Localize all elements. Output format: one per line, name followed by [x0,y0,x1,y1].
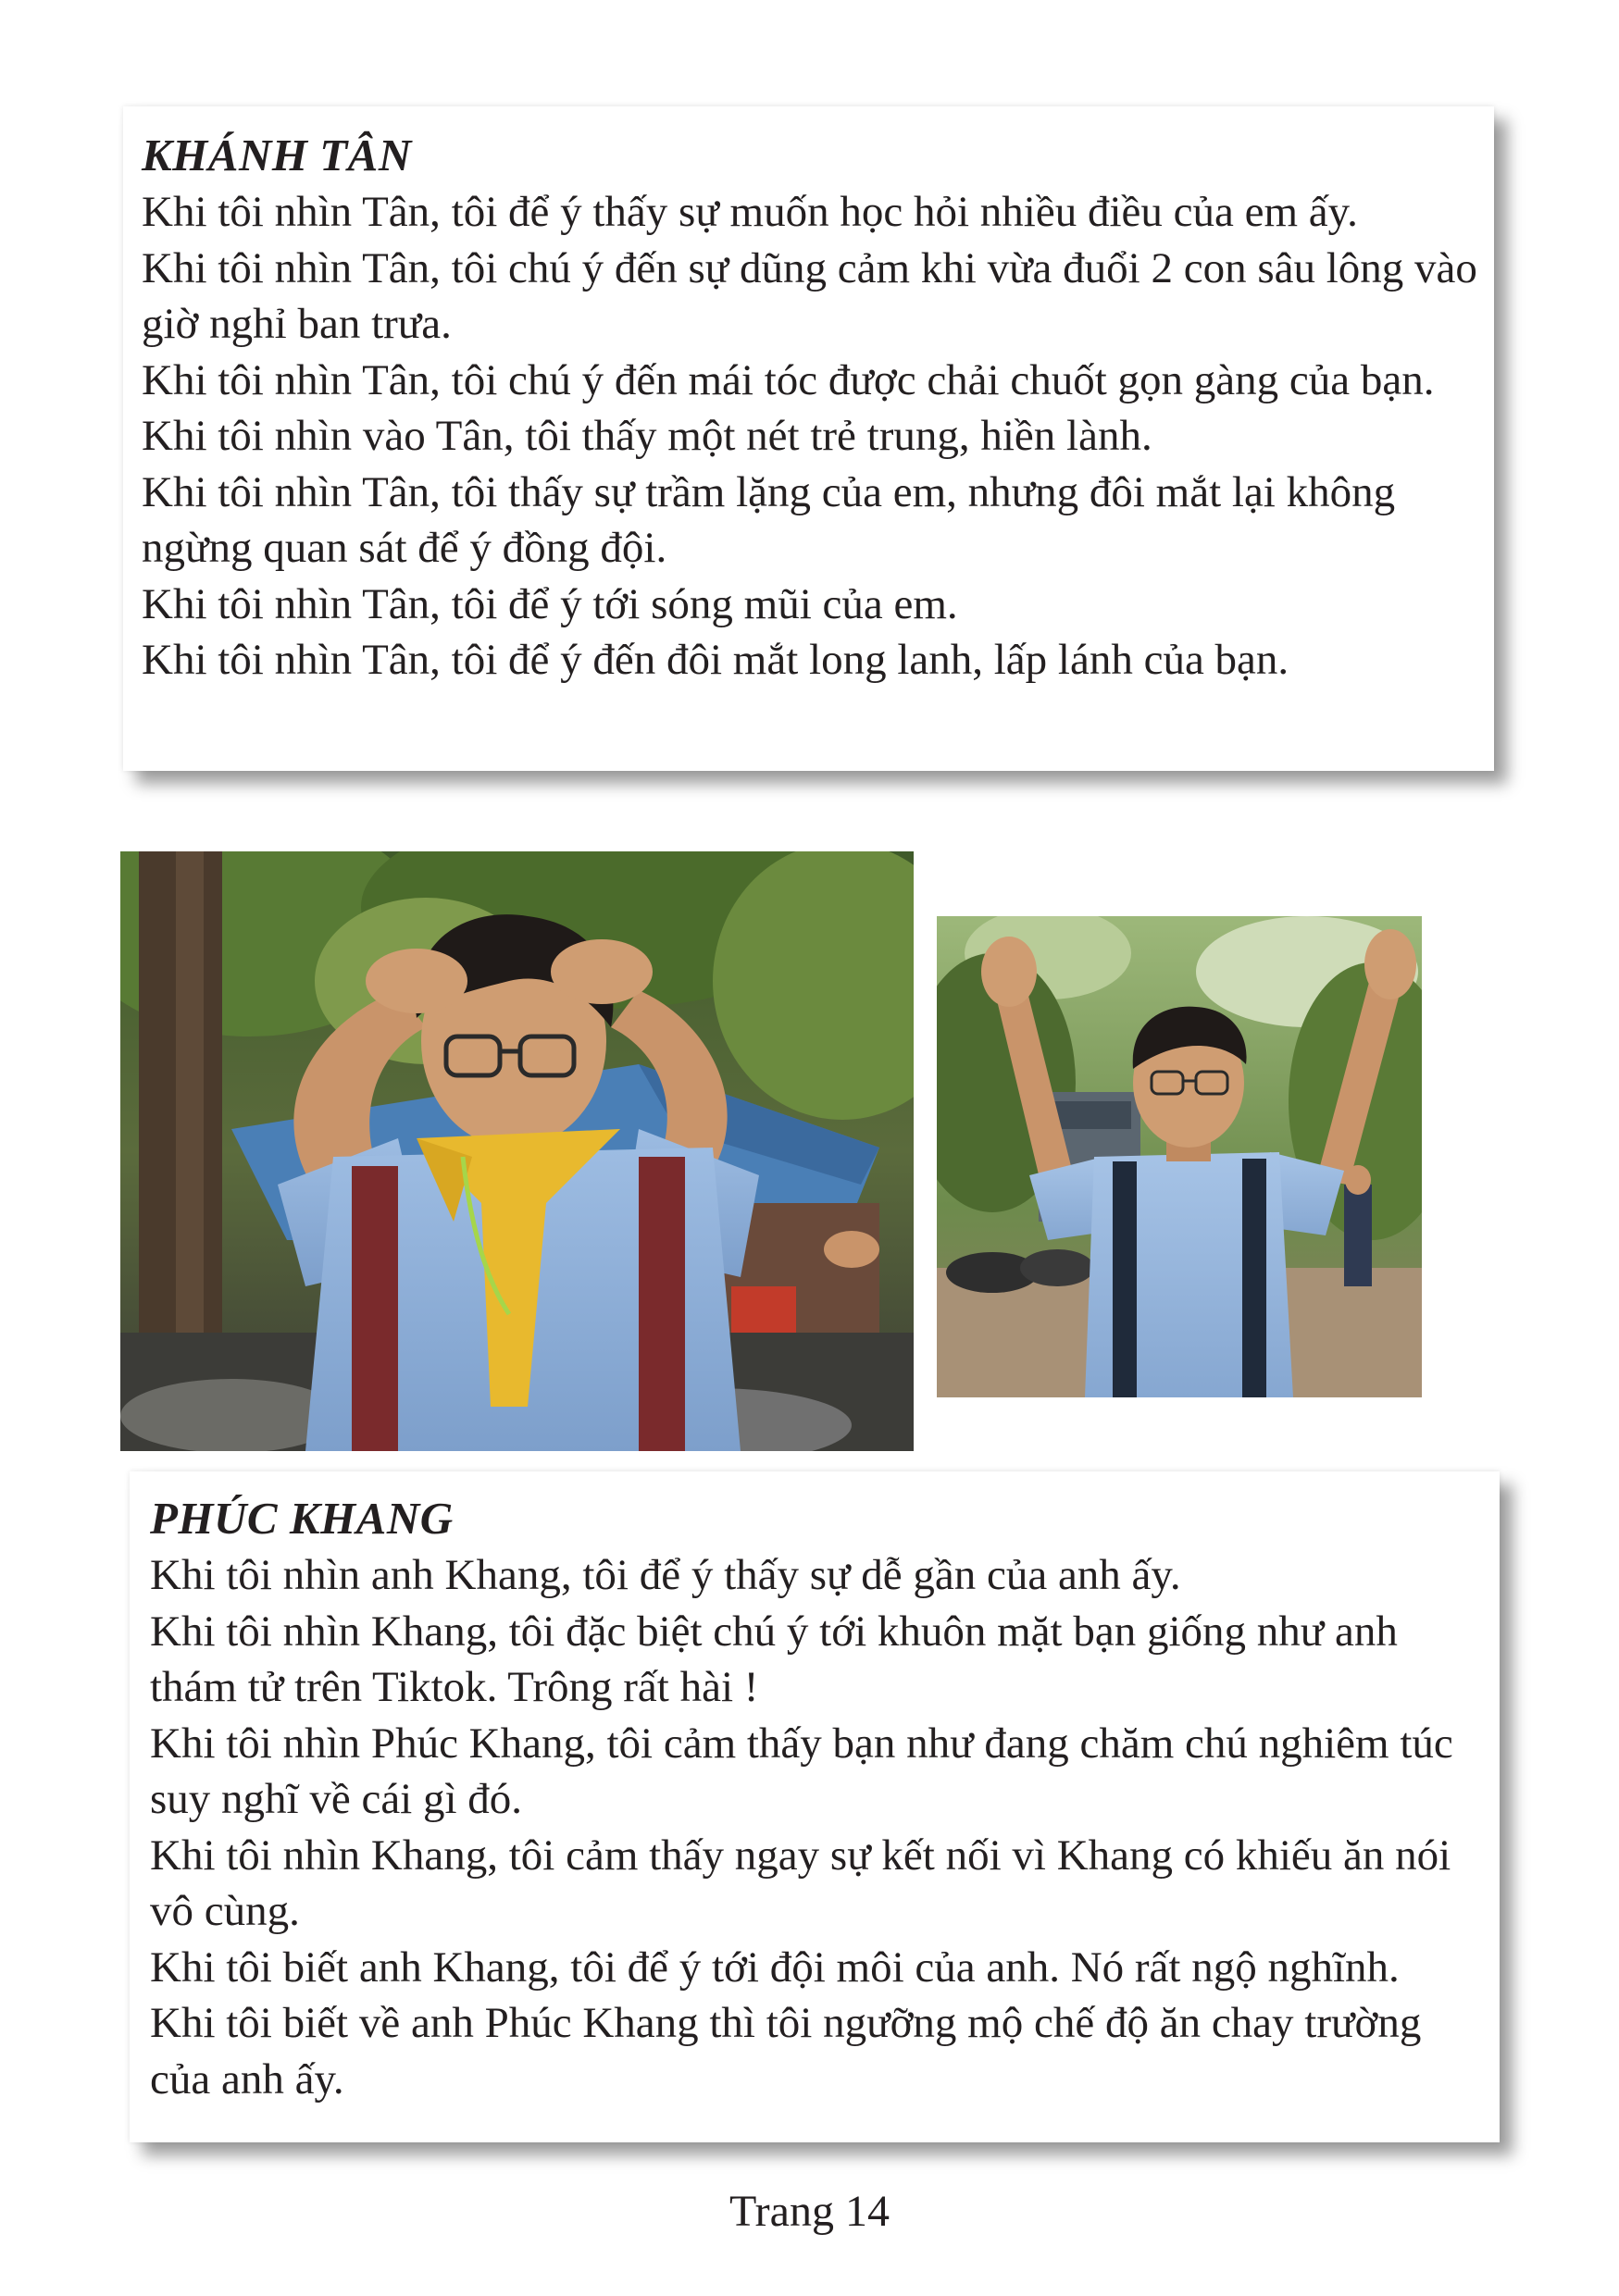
text-card-phuc-khang [130,1471,1500,2142]
paragraph-line: Khi tôi nhìn Tân, tôi thấy sự trầm lặng của em, nhưng đôi mắt lại không ngừng quan sát để ý đồng đội. [142,467,1396,572]
paragraph-line: Khi tôi nhìn Tân, tôi chú ý đến sự dũng cảm khi vừa đuổi 2 con sâu lông vào giờ nghỉ ban trưa. [142,243,1477,348]
paragraph-line: Khi tôi biết về anh Phúc Khang thì tôi ngưỡng mộ chế độ ăn chay trường của anh ấy. [150,1999,1422,2104]
paragraph-line: Khi tôi biết anh Khang, tôi để ý tới đội môi của anh. Nó rất ngộ nghĩnh. [150,1942,1400,1992]
paragraph-line: Khi tôi nhìn Tân, tôi để ý thấy sự muốn học hỏi nhiều điều của em ấy. [142,188,1358,236]
paragraph-line: Khi tôi nhìn Tân, tôi chú ý đến mái tóc được chải chuốt gọn gàng của bạn. [142,355,1435,404]
photo-phuc-khang [937,916,1422,1397]
section-heading: KHÁNH TÂN [142,130,412,180]
paragraph-line: Khi tôi nhìn Phúc Khang, tôi cảm thấy bạn như đang chăm chú nghiêm túc suy nghĩ về cái gì đó. [150,1719,1453,1823]
paragraph-line: Khi tôi nhìn Khang, tôi cảm thấy ngay sự kết nối vì Khang có khiếu ăn nói vô cùng. [150,1831,1451,1935]
photo-khanh-tan [120,851,914,1451]
text-card-khanh-tan [123,106,1494,771]
paragraph-line: Khi tôi nhìn Tân, tôi để ý đến đôi mắt long lanh, lấp lánh của bạn. [142,636,1289,684]
paragraph-line: Khi tôi nhìn vào Tân, tôi thấy một nét trẻ trung, hiền lành. [142,412,1152,460]
paragraph-line: Khi tôi nhìn anh Khang, tôi để ý thấy sự dễ gần của anh ấy. [150,1551,1181,1599]
page-number: Trang 14 [729,2187,890,2236]
section-heading: PHÚC KHANG [150,1493,454,1544]
paragraph-line: Khi tôi nhìn Tân, tôi để ý tới sóng mũi của em. [142,579,958,628]
paragraph-line: Khi tôi nhìn Khang, tôi đặc biệt chú ý tới khuôn mặt bạn giống như anh thám tử trên Tiktok. Trông rất hài ! [150,1607,1398,1711]
